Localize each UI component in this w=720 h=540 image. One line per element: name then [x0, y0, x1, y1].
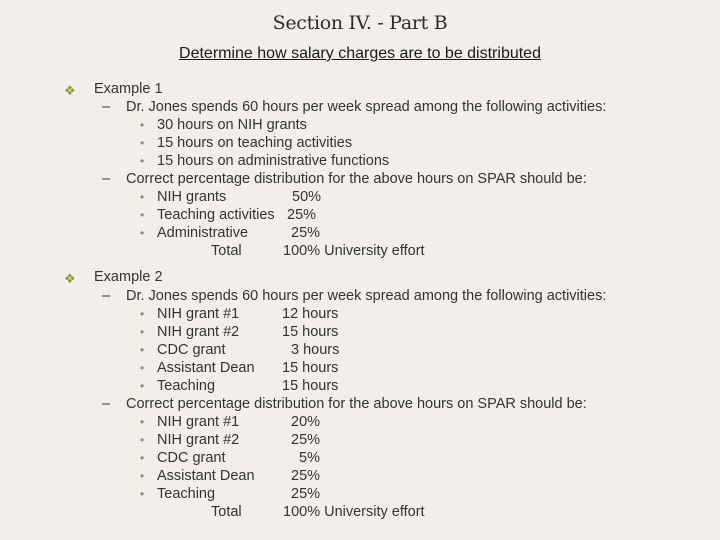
activity-hours: 15 hours	[282, 360, 339, 376]
activity-hours: 12 hours	[282, 306, 339, 322]
distribution-value: 5%	[299, 450, 320, 466]
distribution-name: NIH grants	[157, 189, 227, 205]
bullet-icon: •	[140, 226, 145, 240]
bullet-icon: •	[140, 379, 145, 393]
bullet-icon: •	[140, 487, 145, 501]
checkmark-diamond-icon: ❖	[64, 83, 76, 98]
example-1-activity: 15 hours on administrative functions	[157, 153, 390, 169]
example-1-label: Example 1	[94, 81, 163, 97]
distribution-name: Teaching	[157, 486, 216, 502]
distribution-value: 25%	[291, 468, 321, 484]
distribution-value: 50%	[292, 189, 322, 205]
example-2-label: Example 2	[94, 269, 163, 285]
activity-hours: 3 hours	[291, 342, 340, 358]
activity-name: Teaching	[157, 378, 216, 394]
bullet-icon: •	[140, 325, 145, 339]
activity-name: CDC grant	[157, 342, 226, 358]
distribution-value: 25%	[291, 486, 321, 502]
distribution-name: NIH grant #2	[157, 432, 240, 448]
activity-name: NIH grant #1	[157, 306, 240, 322]
checkmark-diamond-icon: ❖	[64, 271, 76, 286]
total-label: Total	[211, 243, 242, 259]
dash-icon: –	[102, 171, 111, 187]
bullet-icon: •	[140, 433, 145, 447]
bullet-icon: •	[140, 415, 145, 429]
bullet-icon: •	[140, 343, 145, 357]
total-label: Total	[211, 504, 242, 520]
bullet-icon: •	[140, 451, 145, 465]
dash-icon: –	[102, 396, 111, 412]
bullet-icon: •	[140, 154, 145, 168]
total-value: 100% University effort	[283, 504, 425, 520]
example-1-intro: Dr. Jones spends 60 hours per week spread among the following activities:	[126, 99, 607, 115]
distribution-value: 20%	[291, 414, 321, 430]
example-2-distribution-intro: Correct percentage distribution for the above hours on SPAR should be:	[126, 396, 587, 412]
activity-name: Assistant Dean	[157, 360, 255, 376]
distribution-name: Assistant Dean	[157, 468, 255, 484]
bullet-icon: •	[140, 361, 145, 375]
example-2-intro: Dr. Jones spends 60 hours per week spread among the following activities:	[126, 288, 607, 304]
dash-icon: –	[102, 99, 111, 115]
distribution-value: 25%	[291, 225, 321, 241]
page-subtitle: Determine how salary charges are to be distributed	[179, 45, 541, 62]
distribution-name: CDC grant	[157, 450, 226, 466]
activity-name: NIH grant #2	[157, 324, 240, 340]
bullet-icon: •	[140, 469, 145, 483]
example-1-distribution-intro: Correct percentage distribution for the above hours on SPAR should be:	[126, 171, 587, 187]
distribution-value: 25%	[291, 432, 321, 448]
page-title: Section IV. - Part B	[272, 12, 448, 34]
bullet-icon: •	[140, 190, 145, 204]
distribution-name: Administrative	[157, 225, 249, 241]
total-value: 100% University effort	[283, 243, 425, 259]
distribution-name: NIH grant #1	[157, 414, 240, 430]
bullet-icon: •	[140, 208, 145, 222]
distribution-name: Teaching activities	[157, 207, 275, 223]
bullet-icon: •	[140, 118, 145, 132]
example-1-activity: 30 hours on NIH grants	[157, 117, 307, 133]
distribution-value: 25%	[287, 207, 317, 223]
activity-hours: 15 hours	[282, 324, 339, 340]
dash-icon: –	[102, 288, 111, 304]
bullet-icon: •	[140, 307, 145, 321]
bullet-icon: •	[140, 136, 145, 150]
example-1-activity: 15 hours on teaching activities	[157, 135, 353, 151]
activity-hours: 15 hours	[282, 378, 339, 394]
